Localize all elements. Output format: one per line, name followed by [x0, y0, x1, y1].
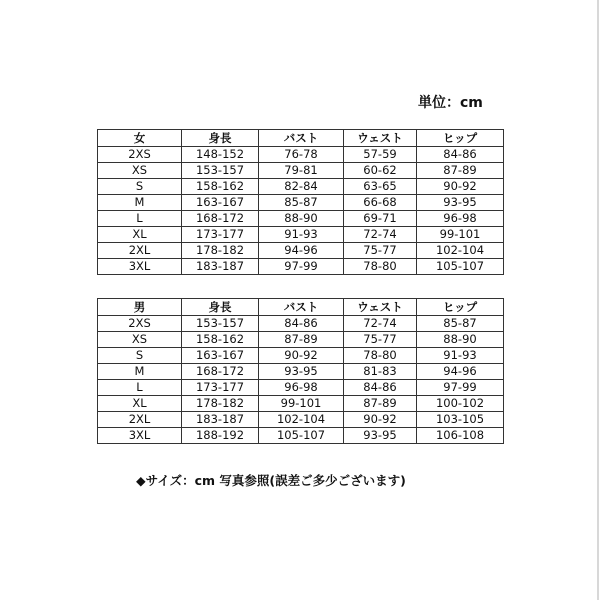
cell-height: 148-152	[182, 147, 259, 163]
cell-gender-size: 2XS	[98, 147, 182, 163]
cell-waist: 90-92	[344, 412, 417, 428]
cell-gender-size: 2XS	[98, 316, 182, 332]
cell-waist: 78-80	[344, 348, 417, 364]
cell-waist: 93-95	[344, 428, 417, 444]
cell-hip: 87-89	[417, 163, 504, 179]
men-size-table-body	[98, 299, 504, 444]
women-size-table	[97, 129, 504, 275]
cell-height: 178-182	[182, 396, 259, 412]
cell-gender-size: M	[98, 364, 182, 380]
table-row	[98, 364, 504, 380]
cell-bust: 105-107	[259, 428, 344, 444]
table-row	[98, 428, 504, 444]
cell-height: 188-192	[182, 428, 259, 444]
header-bust: バスト	[259, 130, 344, 147]
cell-waist: 78-80	[344, 259, 417, 275]
cell-height: 158-162	[182, 332, 259, 348]
cell-gender-size: S	[98, 348, 182, 364]
table-row	[98, 163, 504, 179]
cell-height: 158-162	[182, 179, 259, 195]
cell-bust: 102-104	[259, 412, 344, 428]
cell-bust: 87-89	[259, 332, 344, 348]
header-height: 身長	[182, 130, 259, 147]
unit-label: 単位：cm	[418, 95, 483, 111]
cell-waist: 87-89	[344, 396, 417, 412]
table-row	[98, 380, 504, 396]
cell-hip: 102-104	[417, 243, 504, 259]
men-size-table	[97, 298, 504, 444]
cell-waist: 84-86	[344, 380, 417, 396]
table-row	[98, 332, 504, 348]
cell-gender-size: 2XL	[98, 243, 182, 259]
cell-hip: 85-87	[417, 316, 504, 332]
cell-bust: 91-93	[259, 227, 344, 243]
cell-height: 183-187	[182, 412, 259, 428]
cell-gender-size: S	[98, 179, 182, 195]
cell-hip: 97-99	[417, 380, 504, 396]
table-row	[98, 227, 504, 243]
size-note: ◆サイズ：cm 写真参照(誤差ご多少ございます)	[136, 473, 406, 488]
women-size-table-body	[98, 130, 504, 275]
cell-bust: 76-78	[259, 147, 344, 163]
header-waist: ウェスト	[344, 299, 417, 316]
edge-divider	[597, 0, 599, 600]
cell-gender-size: L	[98, 380, 182, 396]
table-row	[98, 259, 504, 275]
cell-hip: 88-90	[417, 332, 504, 348]
cell-height: 173-177	[182, 380, 259, 396]
cell-bust: 84-86	[259, 316, 344, 332]
cell-gender-size: L	[98, 211, 182, 227]
cell-gender-size: XS	[98, 332, 182, 348]
cell-hip: 103-105	[417, 412, 504, 428]
cell-bust: 94-96	[259, 243, 344, 259]
cell-gender-size: 3XL	[98, 259, 182, 275]
cell-hip: 84-86	[417, 147, 504, 163]
cell-height: 163-167	[182, 195, 259, 211]
table-row	[98, 179, 504, 195]
cell-waist: 72-74	[344, 227, 417, 243]
table-row	[98, 348, 504, 364]
cell-waist: 72-74	[344, 316, 417, 332]
header-height: 身長	[182, 299, 259, 316]
table-row	[98, 147, 504, 163]
cell-waist: 75-77	[344, 243, 417, 259]
header-gender-size: 女	[98, 130, 182, 147]
cell-hip: 91-93	[417, 348, 504, 364]
header-gender-size: 男	[98, 299, 182, 316]
header-hip: ヒップ	[417, 130, 504, 147]
cell-bust: 82-84	[259, 179, 344, 195]
cell-hip: 94-96	[417, 364, 504, 380]
cell-bust: 96-98	[259, 380, 344, 396]
cell-waist: 66-68	[344, 195, 417, 211]
cell-hip: 105-107	[417, 259, 504, 275]
table-row	[98, 396, 504, 412]
cell-waist: 81-83	[344, 364, 417, 380]
cell-bust: 79-81	[259, 163, 344, 179]
cell-height: 183-187	[182, 259, 259, 275]
cell-hip: 99-101	[417, 227, 504, 243]
cell-hip: 100-102	[417, 396, 504, 412]
cell-hip: 93-95	[417, 195, 504, 211]
cell-gender-size: XS	[98, 163, 182, 179]
cell-gender-size: XL	[98, 396, 182, 412]
cell-waist: 75-77	[344, 332, 417, 348]
cell-hip: 90-92	[417, 179, 504, 195]
table-row	[98, 412, 504, 428]
cell-bust: 93-95	[259, 364, 344, 380]
cell-bust: 99-101	[259, 396, 344, 412]
cell-waist: 63-65	[344, 179, 417, 195]
table-row	[98, 243, 504, 259]
cell-bust: 88-90	[259, 211, 344, 227]
cell-waist: 57-59	[344, 147, 417, 163]
table-row	[98, 195, 504, 211]
cell-gender-size: 3XL	[98, 428, 182, 444]
cell-height: 168-172	[182, 211, 259, 227]
cell-bust: 97-99	[259, 259, 344, 275]
cell-gender-size: 2XL	[98, 412, 182, 428]
cell-hip: 106-108	[417, 428, 504, 444]
cell-waist: 60-62	[344, 163, 417, 179]
cell-gender-size: M	[98, 195, 182, 211]
cell-height: 178-182	[182, 243, 259, 259]
cell-height: 168-172	[182, 364, 259, 380]
cell-bust: 85-87	[259, 195, 344, 211]
header-waist: ウェスト	[344, 130, 417, 147]
table-header-row	[98, 299, 504, 316]
table-row	[98, 211, 504, 227]
header-bust: バスト	[259, 299, 344, 316]
table-row	[98, 316, 504, 332]
header-hip: ヒップ	[417, 299, 504, 316]
cell-height: 163-167	[182, 348, 259, 364]
cell-height: 153-157	[182, 316, 259, 332]
cell-gender-size: XL	[98, 227, 182, 243]
cell-height: 173-177	[182, 227, 259, 243]
cell-height: 153-157	[182, 163, 259, 179]
table-header-row	[98, 130, 504, 147]
cell-bust: 90-92	[259, 348, 344, 364]
cell-hip: 96-98	[417, 211, 504, 227]
cell-waist: 69-71	[344, 211, 417, 227]
